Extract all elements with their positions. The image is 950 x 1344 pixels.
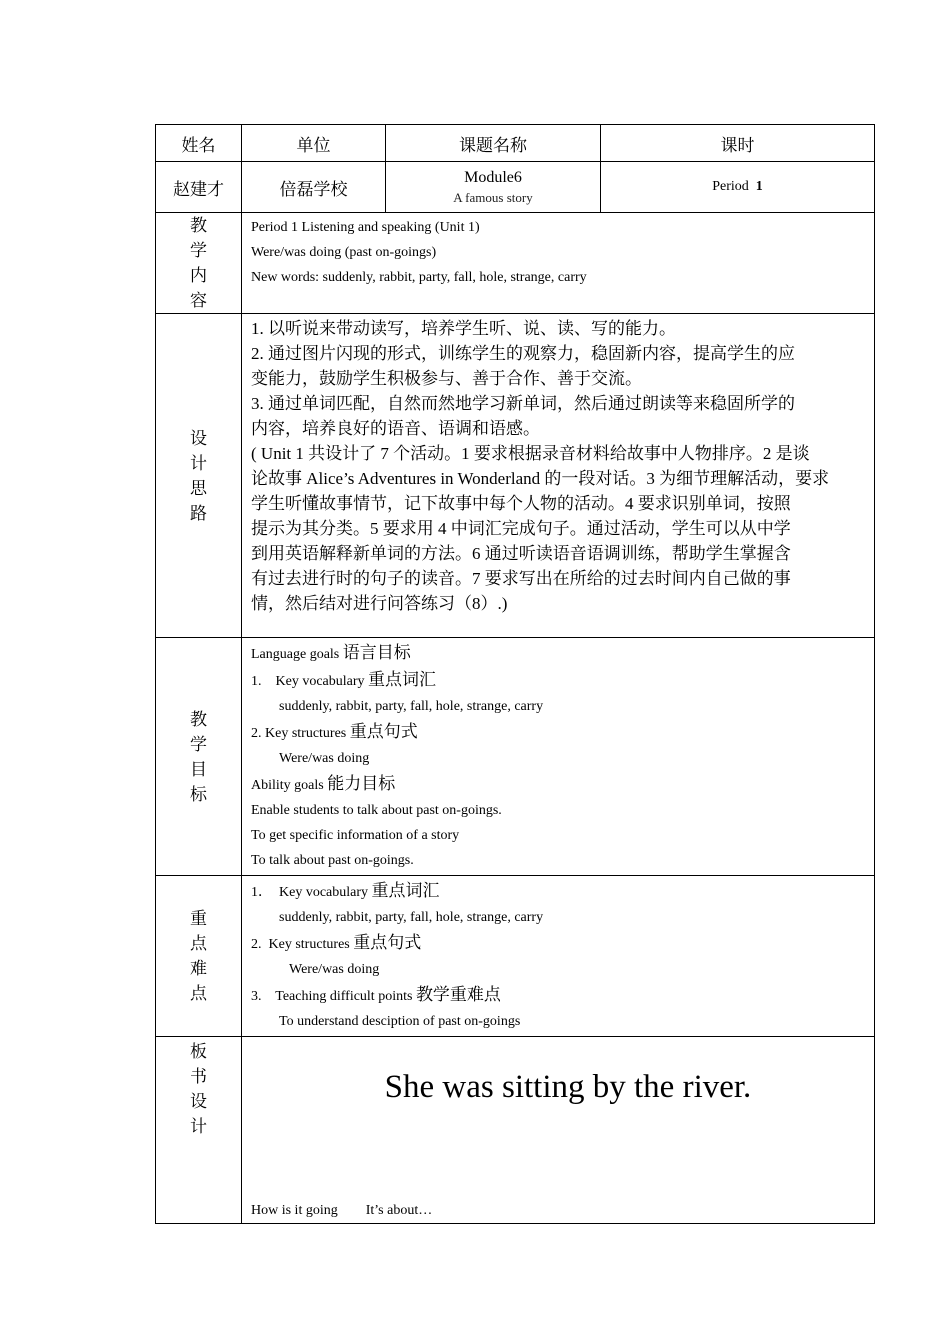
kp-struct-heading: 2. Key structures 重点句式 [251, 933, 422, 952]
design-line: 2. 通过图片闪现的形式，训练学生的观察力，稳固新内容，提高学生的应 [251, 344, 795, 363]
goals-body [242, 638, 875, 876]
goals-struct-text: Were/was doing [279, 751, 370, 766]
period-header: 课时 [601, 125, 875, 162]
language-goals-heading: Language goals 语言目标 [251, 643, 411, 662]
school-name: 倍磊学校 [242, 162, 386, 213]
design-line: 有过去进行时的句子的读音。7 要求写出在所给的过去时间内自己做的事 [251, 569, 791, 588]
board-foot-right: It’s about… [365, 1203, 433, 1218]
ability-goals-heading: Ability goals 能力目标 [251, 774, 396, 793]
module-title: A famous story [453, 190, 533, 205]
ability-line: To talk about past on-goings. [251, 853, 414, 868]
kp-vocab-heading: 1． Key vocabulary 重点词汇 [251, 881, 440, 900]
design-body [242, 314, 875, 638]
header-row [156, 125, 875, 162]
topic-cell [386, 162, 601, 213]
goals-struct-heading: 2. Key structures 重点句式 [251, 722, 418, 741]
lesson-plan-table [155, 124, 875, 1224]
board-main-sentence: She was sitting by the river. [384, 1069, 752, 1105]
ability-line: To get specific information of a story [251, 828, 460, 843]
kp-struct-text: Were/was doing [289, 962, 380, 977]
design-line: 1. 以听说来带动读写，培养学生听、说、读、写的能力。 [251, 319, 676, 338]
design-line: 到用英语解释新单词的方法。6 通过听读语音语调训练，帮助学生掌握含 [251, 544, 791, 563]
unit-header: 单位 [242, 125, 386, 162]
design-line: 变能力，鼓励学生积极参与、善于合作、善于交流。 [251, 369, 642, 388]
period-cell [601, 162, 875, 213]
goals-row [156, 638, 875, 876]
design-line: 内容，培养良好的语音、语调和语感。 [251, 419, 540, 438]
period-number: 1 [755, 179, 763, 194]
content-body [242, 213, 875, 314]
kp-diff-heading: 3. Teaching difficult points 教学重难点 [251, 985, 501, 1004]
lesson-plan-sheet [155, 124, 874, 1224]
key-points-body [242, 876, 875, 1037]
content-line: New words: suddenly, rabbit, party, fall, hole, strange, carry [251, 270, 587, 285]
module-number: Module6 [464, 169, 522, 186]
content-line: Were/was doing (past on-goings) [251, 245, 437, 260]
board-footer [251, 1199, 432, 1223]
design-line: 提示为其分类。5 要求用 4 中词汇完成句子。通过活动，学生可以从中学 [251, 519, 791, 538]
design-line: 3. 通过单词匹配，自然而然地学习新单词，然后通过朗读等来稳固所学的 [251, 394, 795, 413]
kp-vocab-words: suddenly, rabbit, party, fall, hole, strange, carry [279, 910, 544, 925]
name-header: 姓名 [156, 125, 242, 162]
content-row [156, 213, 875, 314]
board-label: 板 书 设 计 [156, 1037, 242, 1224]
design-row [156, 314, 875, 638]
design-line: ( Unit 1 共设计了 7 个活动。1 要求根据录音材料给故事中人物排序。2 是谈 [251, 444, 810, 463]
board-foot-left: How is it going [251, 1203, 338, 1218]
ability-line: Enable students to talk about past on-goings. [251, 803, 502, 818]
content-label: 教 学 内 容 [156, 213, 242, 314]
content-line: Period 1 Listening and speaking (Unit 1) [251, 220, 480, 235]
period-text: Period [712, 179, 749, 194]
key-points-label: 重 点 难 点 [156, 876, 242, 1037]
teacher-name: 赵建才 [156, 162, 242, 213]
design-line: 情，然后结对进行问答练习（8）.) [251, 594, 508, 613]
board-body [242, 1037, 875, 1224]
kp-diff-text: To understand desciption of past on-goings [279, 1014, 521, 1029]
design-line: 学生听懂故事情节，记下故事中每个人物的活动。4 要求识别单词，按照 [251, 494, 791, 513]
key-points-row [156, 876, 875, 1037]
goals-vocab-words: suddenly, rabbit, party, fall, hole, strange, carry [279, 699, 544, 714]
design-label: 设 计 思 路 [156, 314, 242, 638]
topic-header: 课题名称 [386, 125, 601, 162]
design-line: 论故事 Alice’s Adventures in Wonderland 的一段对话。3 为细节理解活动，要求 [251, 469, 830, 488]
goals-label: 教 学 目 标 [156, 638, 242, 876]
goals-vocab-heading: 1. Key vocabulary 重点词汇 [251, 670, 437, 689]
info-row [156, 162, 875, 213]
board-row [156, 1037, 875, 1224]
